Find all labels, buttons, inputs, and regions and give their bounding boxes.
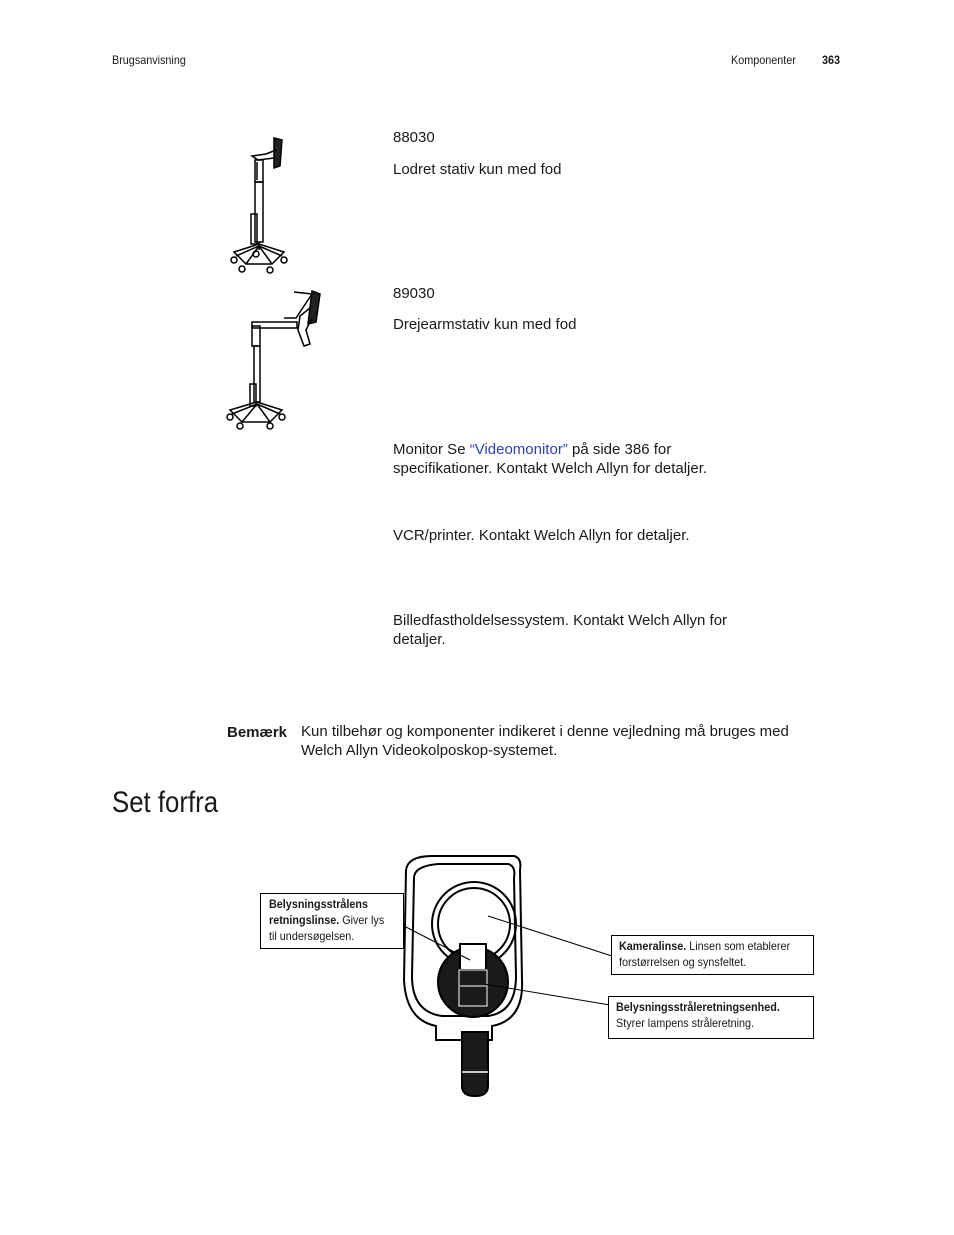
item-desc-89030: Drejearmstativ kun med fod <box>393 316 577 333</box>
videomonitor-link[interactable]: “Videomonitor” <box>469 441 568 458</box>
section-heading: Set forfra <box>112 786 219 819</box>
page-number: 363 <box>822 53 841 67</box>
callout-beam-unit-title: Belysningsstråleretningsenhed. <box>616 1000 780 1014</box>
callout-beam-unit-text: Styrer lampens stråleretning. <box>616 1016 755 1030</box>
image-capture-text: Billedfastholdelsessystem. Kontakt Welch Allyn for detaljer. <box>393 612 728 648</box>
item-desc-88030: Lodret stativ kun med fod <box>393 161 562 178</box>
callout-beam-unit <box>608 996 814 1039</box>
callout-camera-lens-text: Linsen som etablerer forstørrelsen og synsfeltet. <box>619 939 791 969</box>
note-text: Kun tilbehør og komponenter indikeret i denne vejledning må bruges med Welch Allyn Videokolposkop-systemet. <box>301 723 789 759</box>
running-header-title: Brugsanvisning <box>112 53 186 67</box>
callout-beam-lens-text: Giver lys til undersøgelsen. <box>269 913 385 943</box>
vcr-text: VCR/printer. Kontakt Welch Allyn for detaljer. <box>393 527 690 544</box>
callout-beam-lens <box>260 893 404 949</box>
monitor-prefix: Monitor Se <box>393 441 470 458</box>
callout-camera-lens-title: Kameralinse. <box>619 939 687 953</box>
running-header-section: Komponenter <box>731 53 796 67</box>
note-label: Bemærk <box>227 724 288 741</box>
callout-beam-lens-title: Belysningsstrålens retningslinse. <box>269 897 369 927</box>
callout-camera-lens <box>611 935 814 975</box>
item-code-88030: 88030 <box>393 129 435 146</box>
item-code-89030: 89030 <box>393 285 435 302</box>
monitor-suffix: på side 386 for specifikationer. Kontakt Welch Allyn for detaljer. <box>393 441 708 477</box>
